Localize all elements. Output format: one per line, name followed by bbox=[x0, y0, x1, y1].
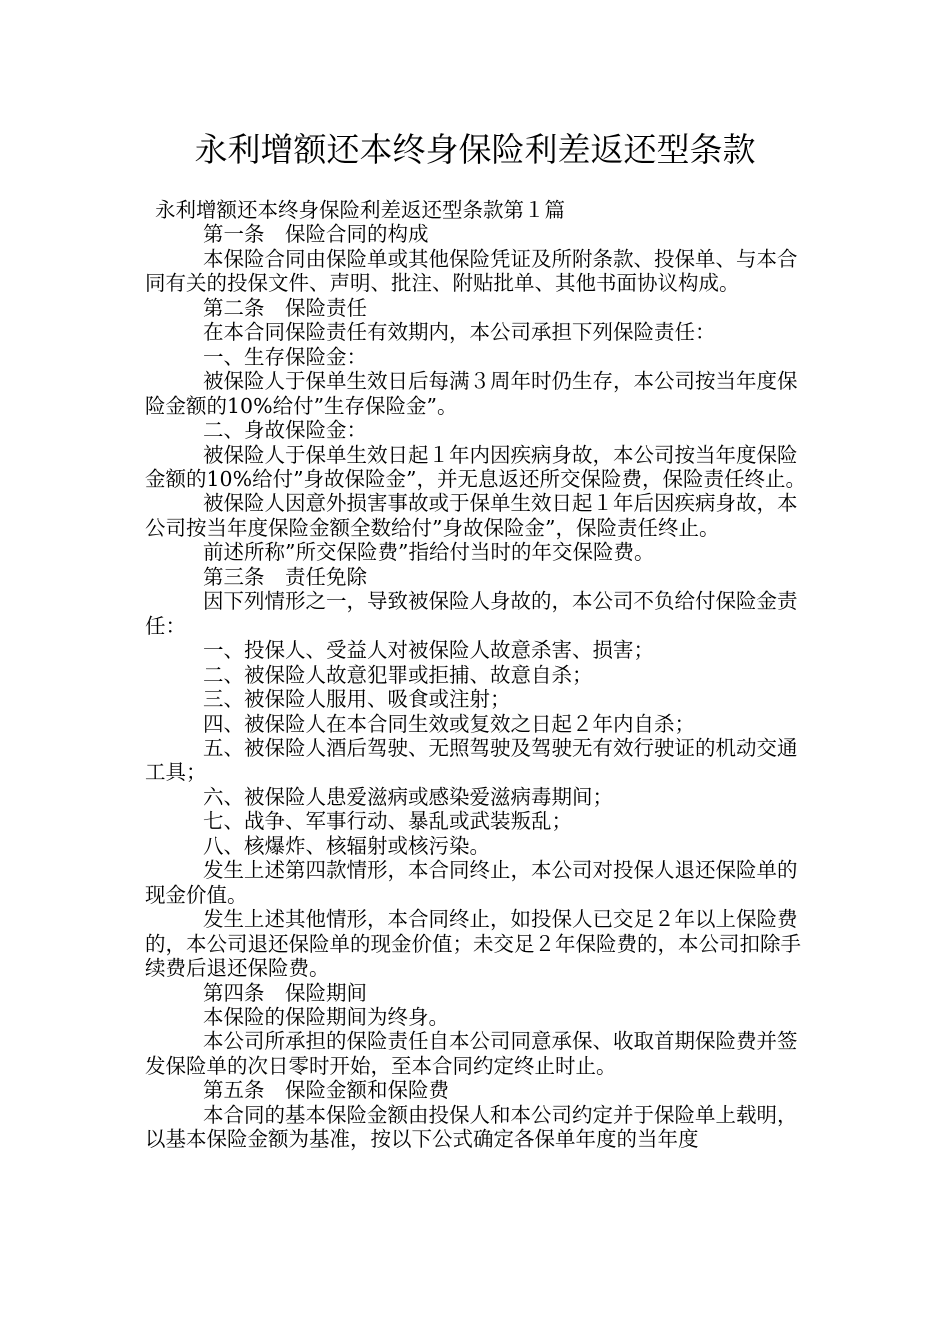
document-subtitle: 永利增额还本终身保险利差返还型条款第１篇 bbox=[155, 198, 565, 222]
list-item: 一、生存保险金： bbox=[203, 344, 367, 369]
list-item: 一、投保人、受益人对被保险人故意杀害、损害； bbox=[203, 638, 654, 663]
list-item: 二、被保险人故意犯罪或拒捕、故意自杀； bbox=[203, 662, 593, 687]
list-item: 七、战争、军事行动、暴乱或武装叛乱； bbox=[203, 809, 572, 834]
paragraph: 本保险合同由保险单或其他保险凭证及所附条款、投保单、与本合同有关的投保文件、声明、批注、附贴批单、其他书面协议构成。 bbox=[145, 246, 798, 296]
paragraph: 发生上述其他情形，本合同终止，如投保人已交足２年以上保险费的，本公司退还保险单的现金价值；未交足２年保险费的，本公司扣除手续费后退还保险费。 bbox=[145, 907, 801, 981]
article-2-heading: 第二条 保险责任 bbox=[203, 295, 367, 320]
paragraph: 本保险的保险期间为终身。 bbox=[203, 1004, 449, 1029]
paragraph: 被保险人于保单生效日起１年内因疾病身故，本公司按当年度保险金额的10%给付”身故保险金”，并无息返还所交保险费，保险责任终止。 bbox=[145, 442, 807, 491]
paragraph: 因下列情形之一，导致被保险人身故的，本公司不负给付保险金责任： bbox=[145, 589, 798, 638]
article-1-heading: 第一条 保险合同的构成 bbox=[203, 222, 429, 247]
list-item: 六、被保险人患爱滋病或感染爱滋病毒期间； bbox=[203, 784, 613, 809]
article-4-heading: 第四条 保险期间 bbox=[203, 980, 367, 1005]
document-title: 永利增额还本终身保险利差返还型条款 bbox=[194, 130, 756, 169]
paragraph: 被保险人因意外损害事故或于保单生效日起１年后因疾病身故，本公司按当年度保险金额全数给付”身故保险金”，保险责任终止。 bbox=[145, 491, 798, 540]
document-body bbox=[145, 198, 811, 1152]
paragraph: 前述所称”所交保险费”指给付当时的年交保险费。 bbox=[203, 540, 655, 565]
paragraph: 被保险人于保单生效日后每满３周年时仍生存，本公司按当年度保险金额的10%给付”生存保险金”。 bbox=[145, 369, 798, 418]
list-item: 四、被保险人在本合同生效或复效之日起２年内自杀； bbox=[203, 711, 695, 736]
paragraph: 本合同的基本保险金额由投保人和本公司约定并于保险单上载明，以基本保险金额为基准，按以下公式确定各保单年度的当年度 bbox=[145, 1102, 798, 1152]
article-3-heading: 第三条 责任免除 bbox=[203, 564, 367, 589]
list-item: 三、被保险人服用、吸食或注射； bbox=[203, 687, 511, 712]
list-item: 二、身故保险金： bbox=[203, 418, 367, 443]
paragraph: 本公司所承担的保险责任自本公司同意承保、收取首期保险费并签发保险单的次日零时开始，至本合同约定终止时止。 bbox=[145, 1029, 798, 1078]
list-item: 八、核爆炸、核辐射或核污染。 bbox=[203, 833, 490, 858]
article-5-heading: 第五条 保险金额和保险费 bbox=[203, 1078, 449, 1103]
list-item: 五、被保险人酒后驾驶、无照驾驶及驾驶无有效行驶证的机动交通工具； bbox=[145, 735, 798, 785]
paragraph: 在本合同保险责任有效期内，本公司承担下列保险责任： bbox=[203, 320, 716, 345]
paragraph: 发生上述第四款情形，本合同终止，本公司对投保人退还保险单的现金价值。 bbox=[145, 858, 798, 907]
